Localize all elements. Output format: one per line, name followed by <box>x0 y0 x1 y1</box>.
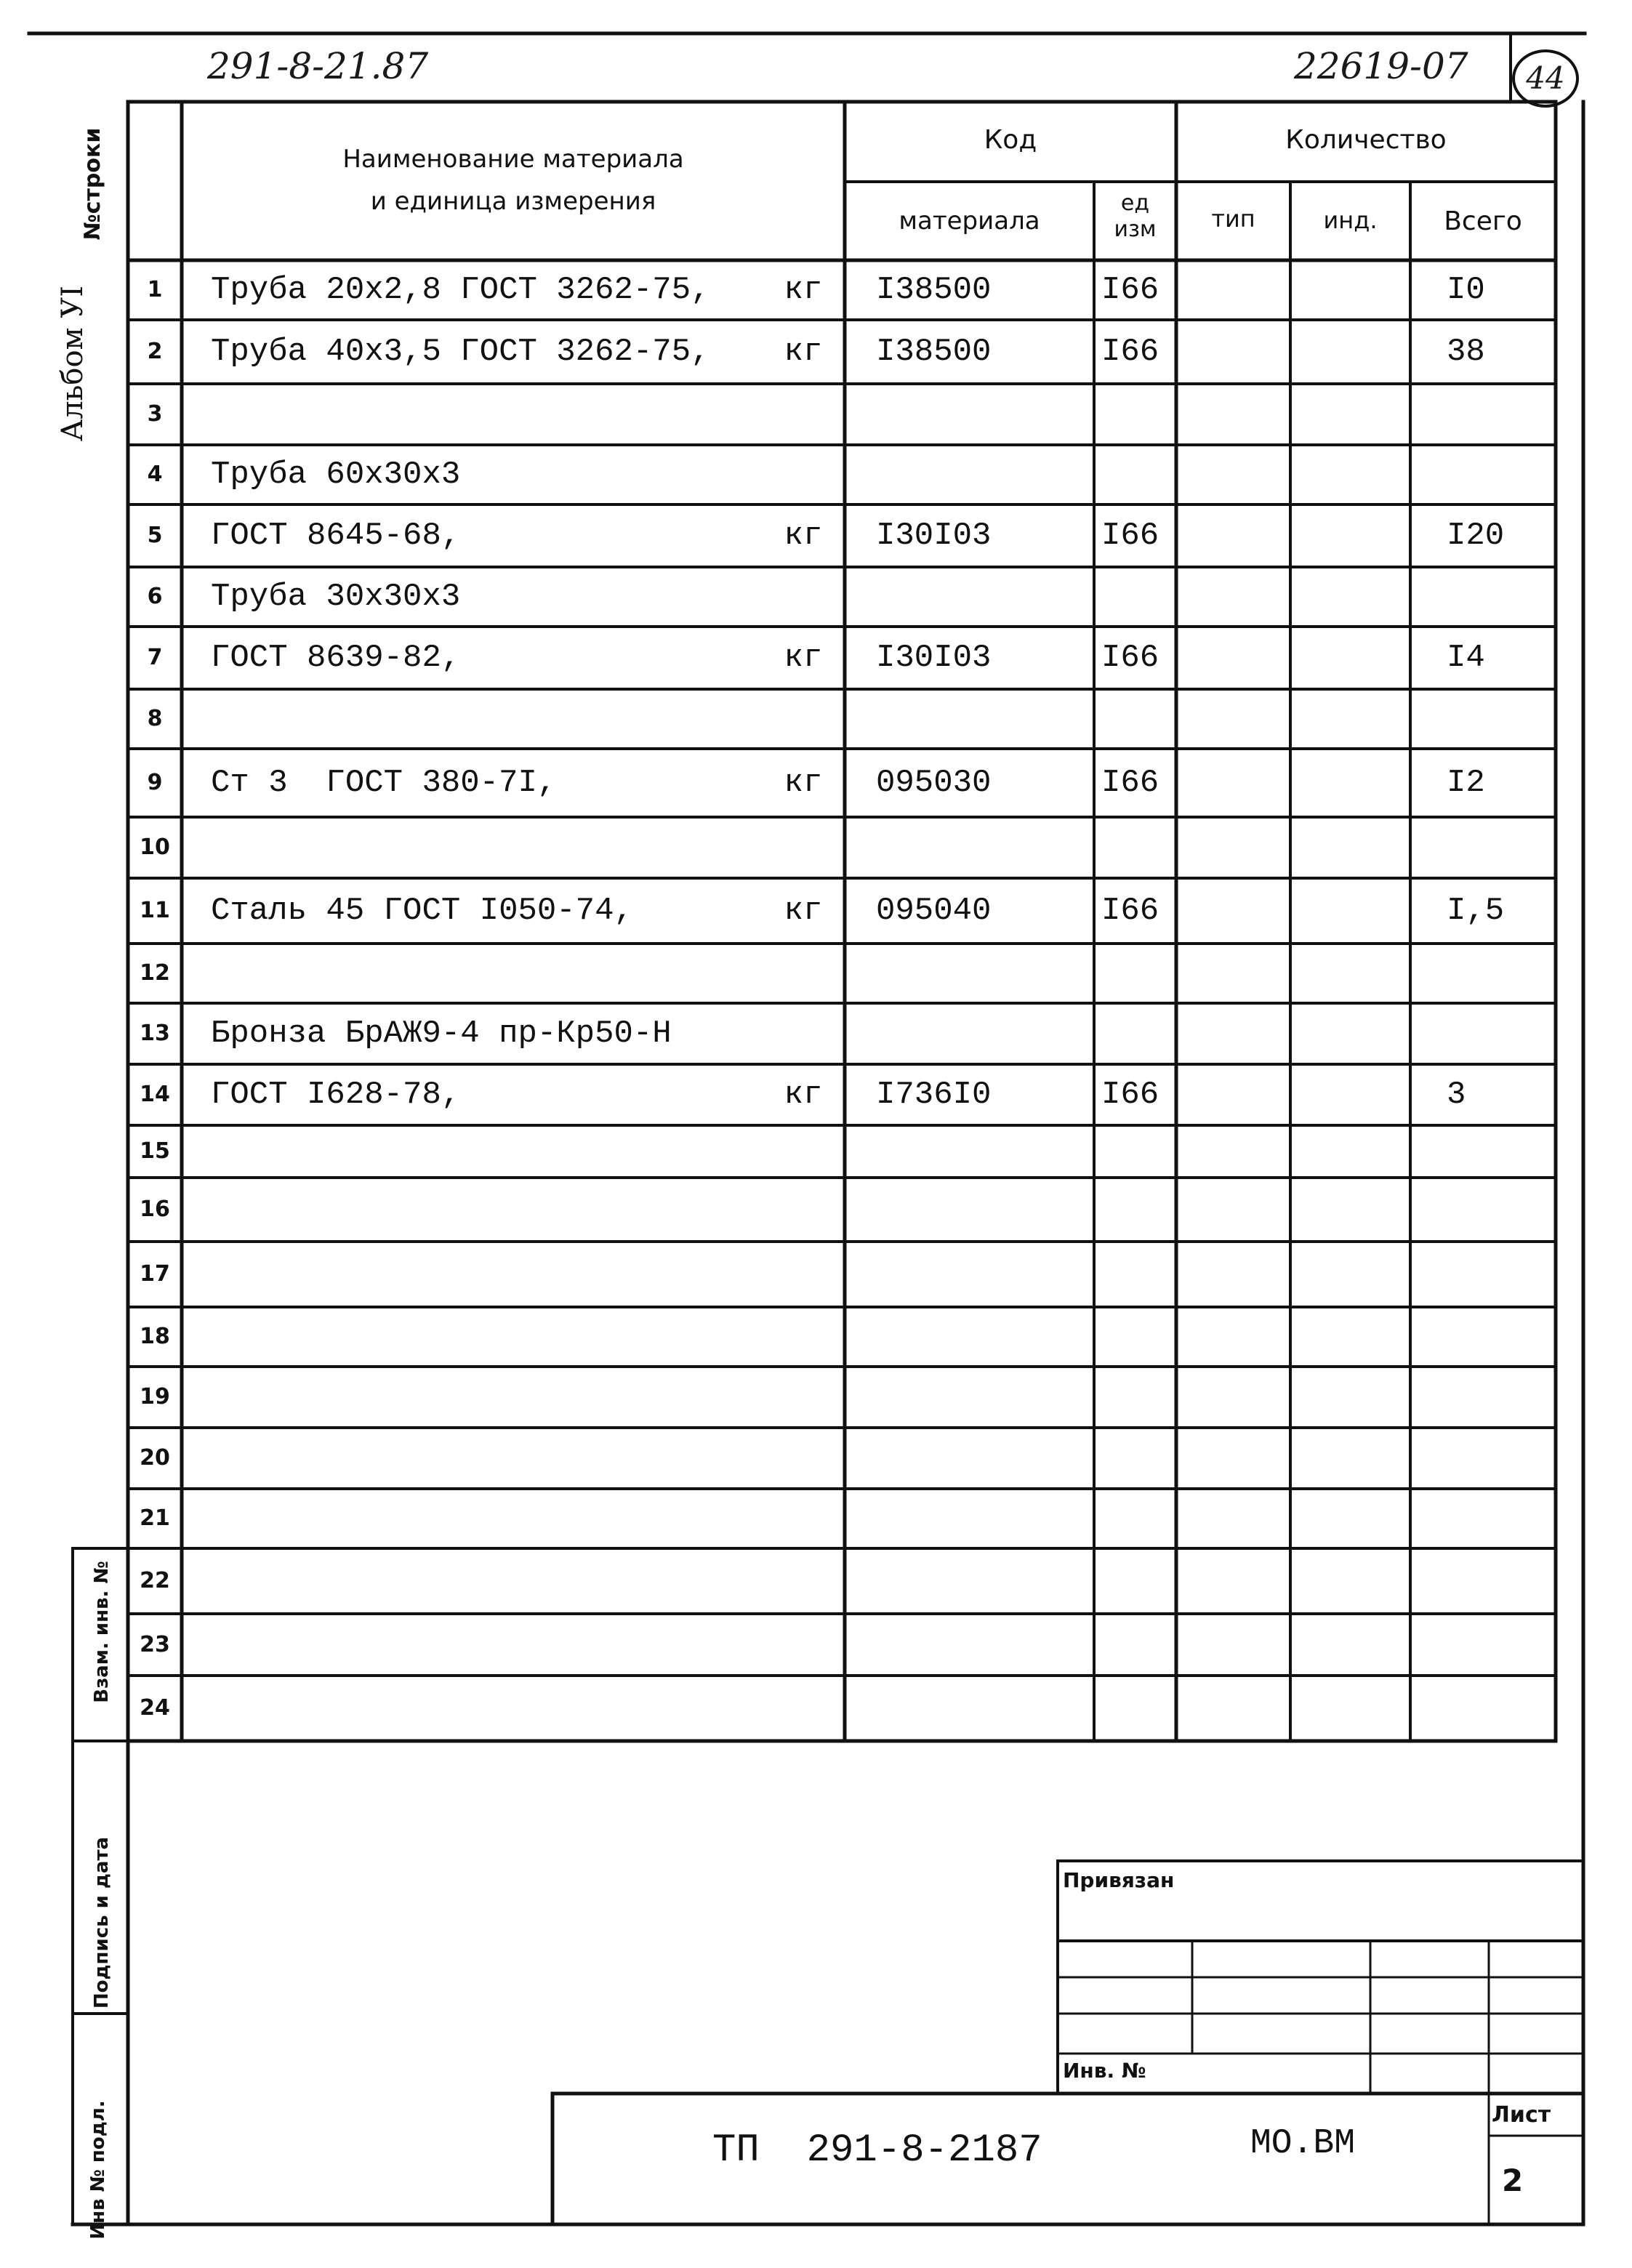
unit: кг <box>784 518 823 554</box>
row-number: 5 <box>147 523 163 548</box>
code-header: Код <box>984 125 1037 155</box>
unit <box>771 1307 836 1367</box>
row-number: 7 <box>147 645 163 670</box>
row-number: 4 <box>147 462 163 487</box>
row-number: 24 <box>140 1695 170 1721</box>
row-number-header: №строки <box>80 127 105 241</box>
unit: кг <box>784 893 823 929</box>
row-number: 11 <box>140 898 170 923</box>
material-code: I38500 <box>876 272 992 308</box>
row-number: 17 <box>140 1261 170 1287</box>
unit <box>771 1003 836 1064</box>
unit <box>771 1676 836 1741</box>
qty-type-header: тип <box>1211 205 1255 233</box>
material-name: ГОСТ I628-78, <box>211 1077 461 1113</box>
row-number: 6 <box>147 584 163 609</box>
unit: кг <box>784 640 823 676</box>
qty-total: I2 <box>1447 765 1485 801</box>
unit <box>771 689 836 749</box>
unit <box>771 445 836 504</box>
row-number: 2 <box>147 339 163 364</box>
material-name: Сталь 45 ГОСТ I050-74, <box>211 893 633 929</box>
material-name: Труба 20х2,8 ГОСТ 3262-75, <box>211 272 710 308</box>
sheet-number: 2 <box>1502 2163 1524 2198</box>
unit: кг <box>784 765 823 801</box>
row-number: 13 <box>140 1021 170 1046</box>
album-label: Альбом УI <box>56 285 89 442</box>
qty-total: I0 <box>1447 272 1485 308</box>
unit-code: I66 <box>1101 893 1159 929</box>
row-number: 20 <box>140 1445 170 1471</box>
unit: кг <box>784 334 823 370</box>
podpis-data-label: Подпись и дата <box>91 1836 113 2009</box>
ref-number-handwritten: 22619-07 <box>1294 45 1468 87</box>
unit-code: I66 <box>1101 640 1159 676</box>
unit <box>771 1614 836 1676</box>
row-number: 14 <box>140 1082 170 1107</box>
material-code-header: материала <box>899 206 1040 236</box>
document-code: ТП 291-8-2187 <box>712 2128 1042 2173</box>
inv-podl-label: Инв № подл. <box>87 2100 109 2240</box>
unit-code: I66 <box>1101 765 1159 801</box>
row-number: 18 <box>140 1324 170 1349</box>
inv-no-label: Инв. № <box>1063 2059 1146 2083</box>
material-name: Труба 40х3,5 ГОСТ 3262-75, <box>211 334 710 370</box>
material-code: I30I03 <box>876 518 992 554</box>
privyazan-label: Привязан <box>1063 1868 1175 1892</box>
material-code: I30I03 <box>876 640 992 676</box>
vzam-inv-label: Взам. инв. № <box>91 1561 113 1703</box>
unit-code: I66 <box>1101 518 1159 554</box>
material-code: 095040 <box>876 893 992 929</box>
material-code: 095030 <box>876 765 992 801</box>
unit-code: I66 <box>1101 1077 1159 1113</box>
qty-ind-header: инд. <box>1323 206 1378 234</box>
row-number: 8 <box>147 706 163 731</box>
quantity-header: Количество <box>1285 125 1447 155</box>
row-number: 21 <box>140 1505 170 1531</box>
unit <box>771 1178 836 1242</box>
document-suffix: МО.ВМ <box>1250 2124 1356 2163</box>
unit-code: I66 <box>1101 272 1159 308</box>
unit <box>771 567 836 627</box>
material-code: I38500 <box>876 334 992 370</box>
unit <box>771 1428 836 1489</box>
doc-ref-handwritten: 291-8-21.87 <box>207 45 429 87</box>
row-number: 1 <box>147 277 163 302</box>
unit: кг <box>784 272 823 308</box>
row-number: 16 <box>140 1197 170 1222</box>
material-name: Бронза БрАЖ9-4 пр-Кр50-Н <box>211 1016 672 1052</box>
qty-total: I20 <box>1447 518 1505 554</box>
unit-code: I66 <box>1101 334 1159 370</box>
row-number: 23 <box>140 1632 170 1657</box>
row-number: 15 <box>140 1138 170 1164</box>
material-name-header: Наименование материала и единица измерения <box>342 145 684 216</box>
row-number: 22 <box>140 1568 170 1593</box>
qty-total: 38 <box>1447 334 1485 370</box>
row-number: 3 <box>147 401 163 427</box>
unit <box>771 1489 836 1548</box>
material-name: Труба 30х30х3 <box>211 579 461 615</box>
material-name: Труба 60х30х3 <box>211 457 461 493</box>
unit: кг <box>784 1077 823 1113</box>
qty-total: I,5 <box>1447 893 1505 929</box>
unit-code-header: ед изм <box>1114 190 1157 242</box>
sheet-label: Лист <box>1492 2102 1551 2128</box>
material-code: I736I0 <box>876 1077 992 1113</box>
row-number: 19 <box>140 1384 170 1410</box>
material-name: ГОСТ 8645-68, <box>211 518 461 554</box>
unit <box>771 944 836 1003</box>
unit <box>771 1367 836 1428</box>
unit <box>771 817 836 878</box>
material-name: ГОСТ 8639-82, <box>211 640 461 676</box>
unit <box>771 384 836 445</box>
material-name: Ст 3 ГОСТ 380-7I, <box>211 765 557 801</box>
qty-total: I4 <box>1447 640 1485 676</box>
row-number: 12 <box>140 960 170 986</box>
qty-total-header: Всего <box>1444 206 1522 236</box>
page-number: 44 <box>1526 60 1565 96</box>
row-number: 10 <box>140 835 170 860</box>
row-number: 9 <box>147 770 163 795</box>
unit <box>771 1242 836 1307</box>
unit <box>771 1548 836 1614</box>
unit <box>771 1125 836 1178</box>
qty-total: 3 <box>1447 1077 1466 1113</box>
